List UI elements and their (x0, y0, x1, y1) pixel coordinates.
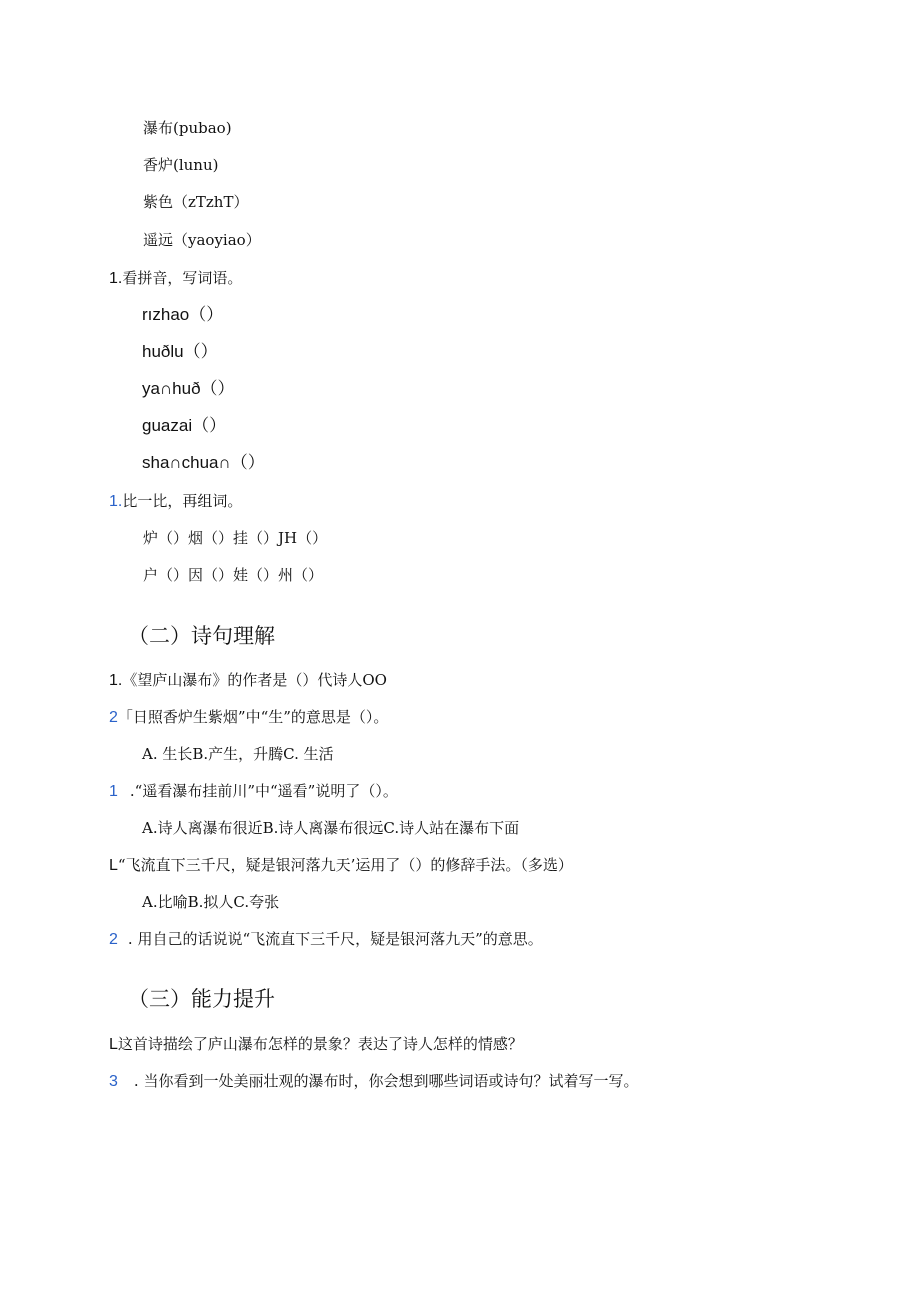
pinyin-item: 香炉(lunu) (143, 156, 219, 174)
question-number: 1 (109, 783, 118, 800)
question-number: L (109, 1036, 118, 1053)
question-item (109, 855, 573, 876)
question-number: 2 (109, 931, 118, 948)
question-number: 3 (109, 1073, 118, 1090)
question-number: L (109, 857, 118, 874)
write-item: guazai（） (142, 416, 227, 435)
question-number: 2 (109, 709, 118, 726)
question-text: . 当你看到一处美丽壮观的瀑布时，你会想到哪些词语或诗句？试着写一写。 (133, 1072, 639, 1090)
question-text: 「日照香炉生紫烟”中“生”的意思是（）。 (117, 708, 389, 726)
write-item: ya∩huð（） (142, 379, 235, 398)
question-item (109, 1071, 638, 1092)
question-text: 这首诗描绘了庐山瀑布怎样的景象？表达了诗人怎样的情感？ (117, 1035, 523, 1053)
question-look-pinyin (109, 268, 242, 289)
question-number: 1. (109, 493, 123, 510)
compare-row: 炉（）烟（）挂（）JH（） (143, 529, 328, 547)
pinyin-item: 紫色（zTzhT） (143, 193, 249, 211)
answer-options: A.诗人离瀑布很近B.诗人离瀑布很远C.诗人站在瀑布下面 (142, 819, 520, 837)
question-number: 1. (109, 270, 123, 287)
question-item (109, 670, 387, 691)
section-heading: （二）诗句理解 (128, 624, 275, 648)
question-item (109, 781, 398, 802)
question-text: “飞流直下三千尺，疑是银河落九天’运用了（）的修辞手法。（多选） (117, 856, 573, 874)
question-item (109, 929, 543, 950)
question-text: . 用自己的话说说“飞流直下三千尺，疑是银河落九天”的意思。 (127, 930, 543, 948)
question-number: 1. (109, 672, 123, 689)
answer-options: A.比喻B.拟人C.夸张 (142, 893, 280, 911)
answer-options: A. 生长B.产生，升腾C. 生活 (142, 745, 334, 763)
write-item: rızhao（） (142, 305, 224, 324)
pinyin-item: 遥远（yaoyiao） (143, 231, 261, 249)
question-compare (109, 491, 242, 512)
compare-row: 户（）因（）娃（）州（） (143, 566, 324, 584)
section-heading: （三）能力提升 (128, 987, 275, 1011)
question-text: 比一比，再组词。 (122, 492, 243, 510)
write-item: huðlu（） (142, 342, 218, 361)
pinyin-item: 瀑布(pubao) (143, 119, 232, 137)
question-text: .“遥看瀑布挂前川”中“遥看”说明了（）。 (129, 782, 398, 800)
question-text: 看拼音，写词语。 (122, 269, 243, 287)
write-item: sha∩chua∩（） (142, 453, 265, 472)
question-item (109, 1034, 523, 1055)
question-text: 《望庐山瀑布》的作者是（）代诗人OO (122, 671, 387, 689)
question-item (109, 707, 388, 728)
